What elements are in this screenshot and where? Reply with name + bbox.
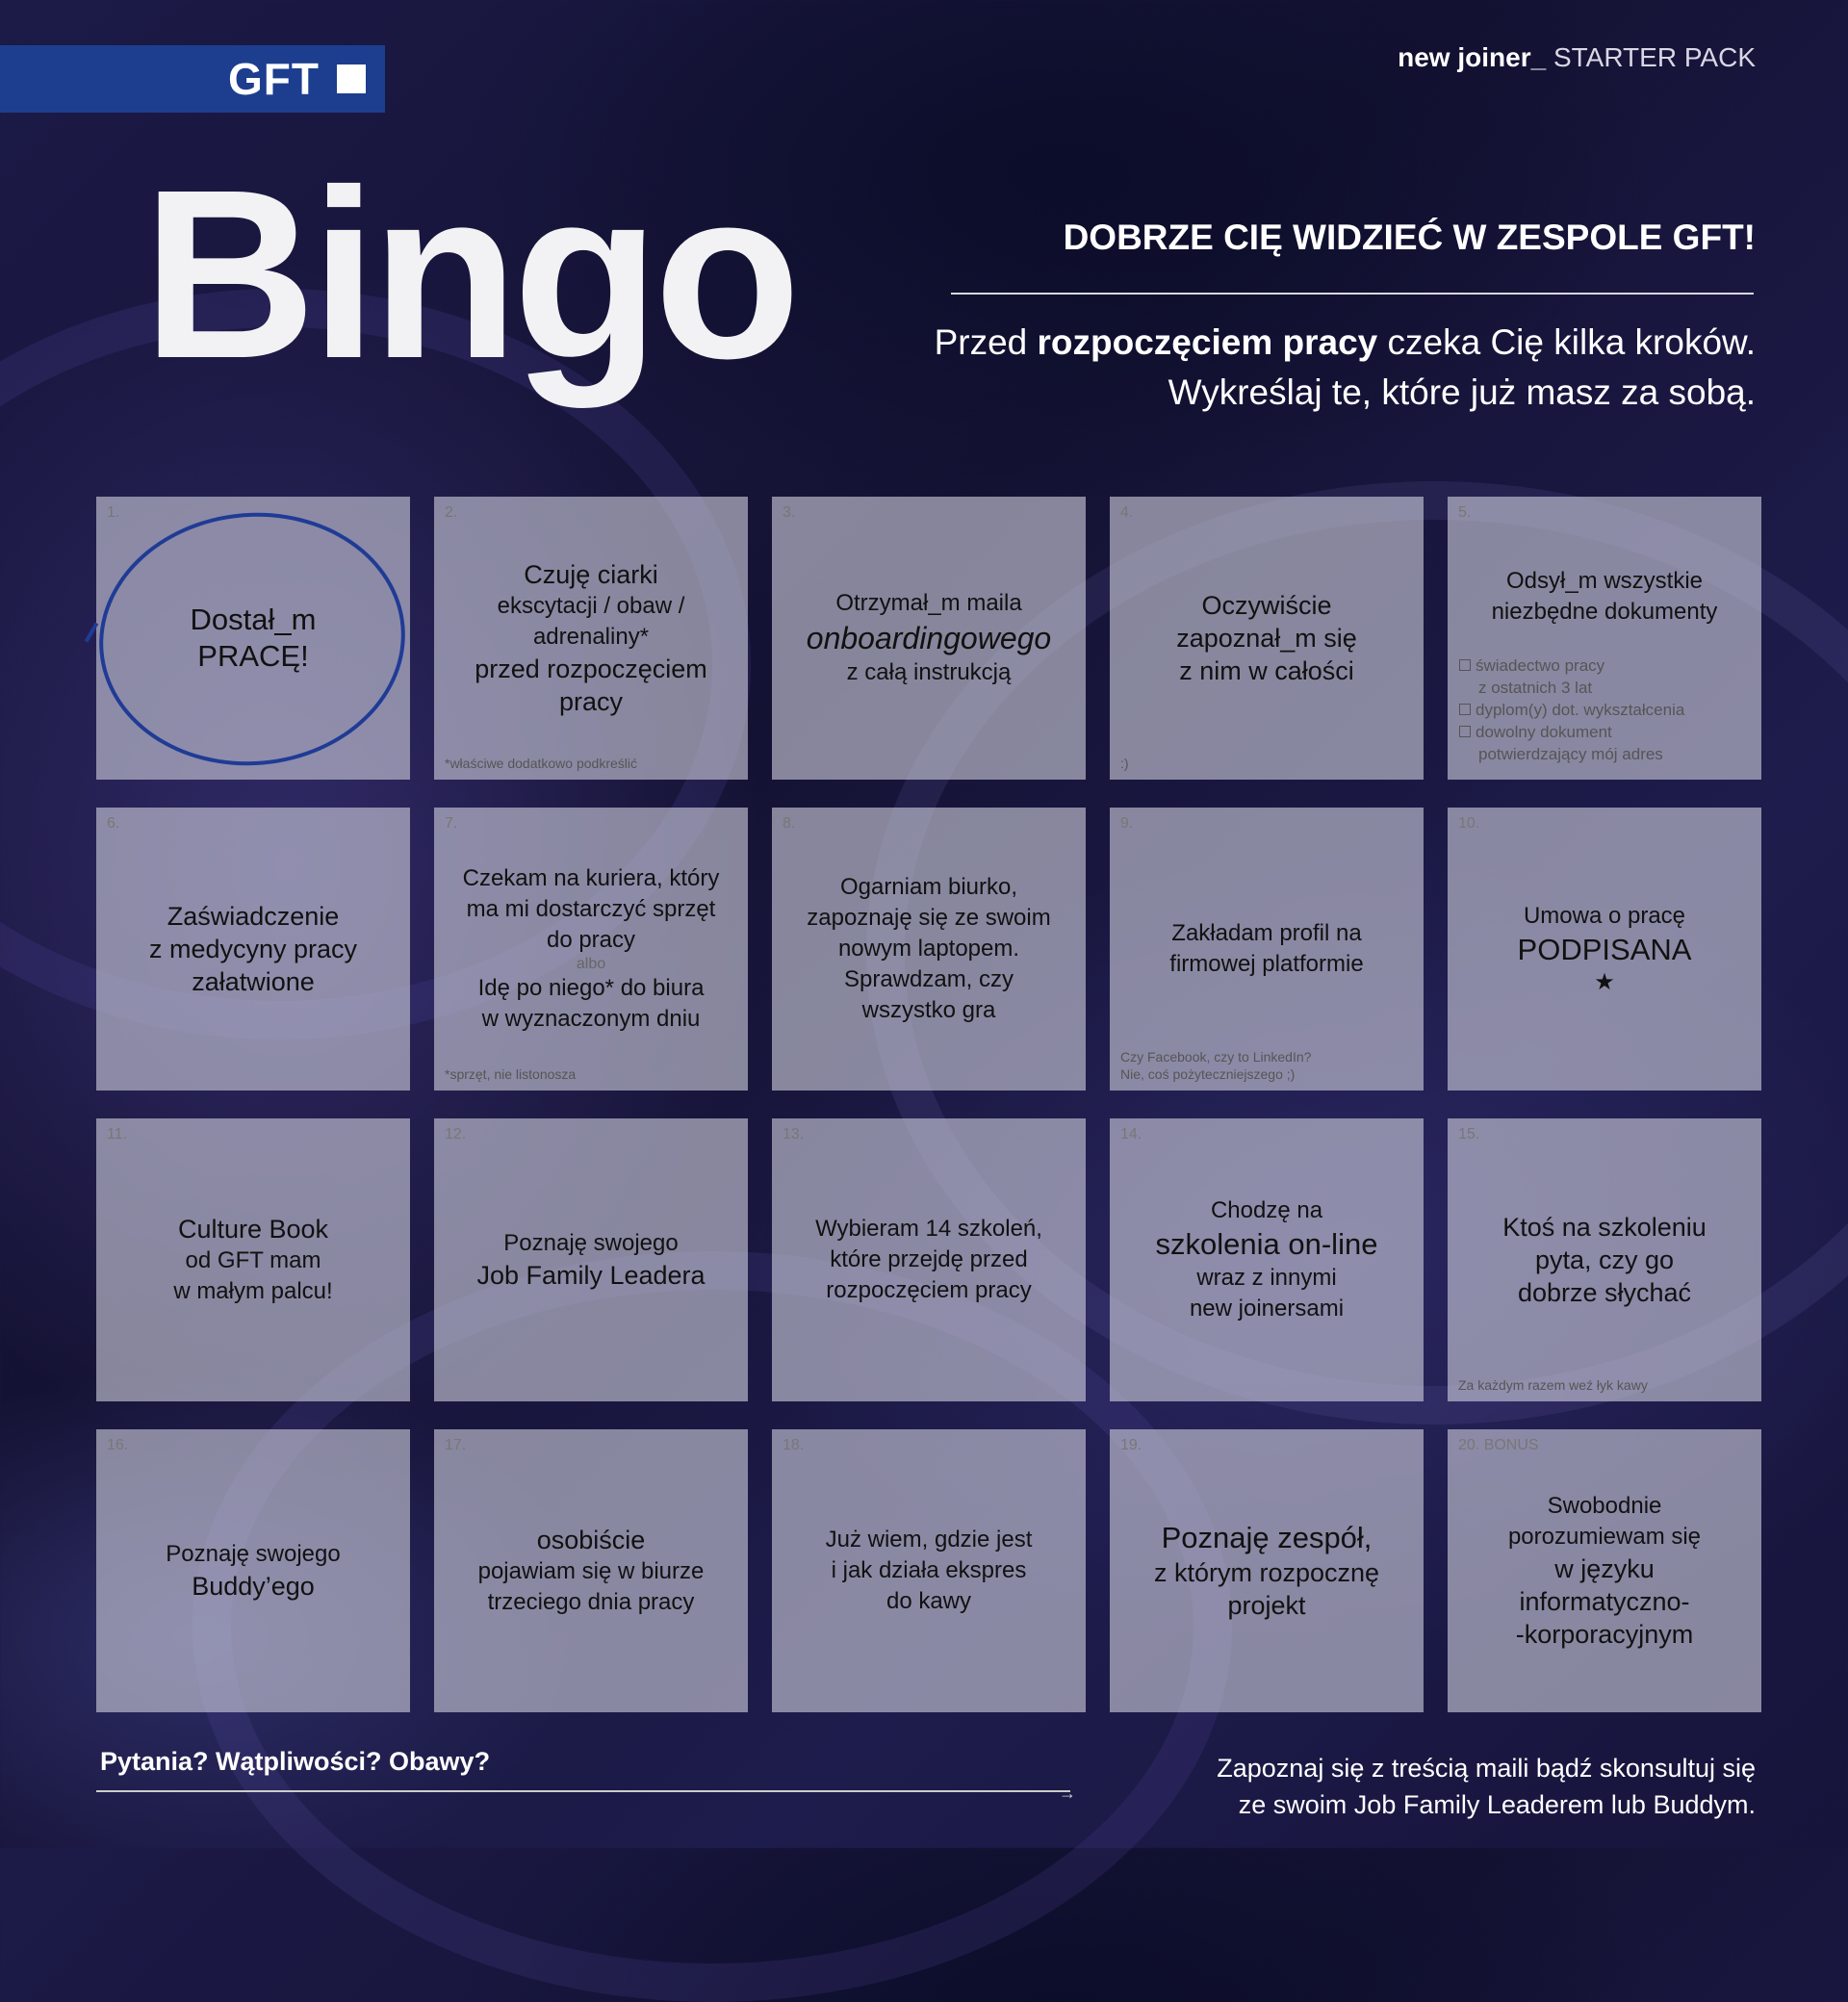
bingo-card-11[interactable] bbox=[96, 1118, 410, 1401]
bingo-card-8[interactable] bbox=[772, 808, 1086, 1091]
card-text: do pracy bbox=[546, 927, 636, 953]
checklist-item: świadectwo pracy bbox=[1476, 656, 1605, 675]
contact-line: ze swoim Job Family Leaderem lub Buddym. bbox=[1238, 1790, 1756, 1819]
card-number: 7. bbox=[445, 815, 458, 832]
card-text: onboardingowego bbox=[806, 621, 1052, 655]
bingo-card-12[interactable] bbox=[434, 1118, 748, 1401]
contact-line: Zapoznaj się z treścią maili bądź skonsultuj się bbox=[1217, 1754, 1756, 1783]
card-text: Swobodnie bbox=[1547, 1493, 1662, 1519]
card-text: wraz z innymi bbox=[1196, 1265, 1337, 1291]
card-text: pyta, czy go bbox=[1534, 1245, 1675, 1274]
gft-logo bbox=[0, 45, 385, 113]
card-text: zapoznał_m się bbox=[1176, 624, 1357, 653]
card-text: w małym palcu! bbox=[173, 1278, 333, 1304]
bingo-card-13[interactable] bbox=[772, 1118, 1086, 1401]
card-text: Idę po niego* do biura bbox=[477, 975, 705, 1001]
card-number: 5. bbox=[1458, 504, 1472, 521]
card-text: Buddy’ego bbox=[192, 1572, 315, 1601]
card-text: przed rozpoczęciem bbox=[475, 654, 707, 683]
starter-pack-label bbox=[1398, 42, 1756, 73]
checklist-item: z ostatnich 3 lat bbox=[1478, 679, 1593, 697]
card-text: new joinersami bbox=[1189, 1296, 1345, 1322]
card-number: 1. bbox=[107, 504, 120, 521]
card-number: 6. bbox=[107, 815, 120, 832]
card-footnote: :) bbox=[1120, 756, 1129, 771]
contact-info bbox=[986, 1750, 1756, 1823]
card-text: zapoznaję się ze swoim bbox=[807, 905, 1051, 931]
card-text: Ktoś na szkoleniu bbox=[1502, 1213, 1707, 1242]
card-text: rozpoczęciem pracy bbox=[826, 1277, 1032, 1303]
card-text: Dostał_m bbox=[190, 603, 317, 636]
bingo-card-15[interactable] bbox=[1448, 1118, 1761, 1401]
card-number: 2. bbox=[445, 504, 458, 521]
headline: DOBRZE CIĘ WIDZIEĆ W ZESPOLE GFT! bbox=[1063, 218, 1756, 257]
card-text: ekscytacji / obaw / bbox=[497, 593, 685, 619]
card-text: Zakładam profil na bbox=[1171, 920, 1362, 946]
card-text: wszystko gra bbox=[861, 997, 996, 1023]
card-text: Już wiem, gdzie jest bbox=[825, 1527, 1033, 1553]
card-number: 18. bbox=[783, 1437, 805, 1453]
card-text: trzeciego dnia pracy bbox=[487, 1589, 695, 1615]
card-text: Ogarniam biurko, bbox=[839, 874, 1018, 900]
bingo-card-18[interactable] bbox=[772, 1429, 1086, 1712]
card-text: załatwione bbox=[192, 967, 315, 996]
card-number: 12. bbox=[445, 1126, 467, 1142]
card-text: Poznaję swojego bbox=[503, 1230, 679, 1256]
card-text: pracy bbox=[558, 687, 624, 716]
card-number: 4. bbox=[1120, 504, 1134, 521]
card-footnote: *sprzęt, nie listonosza bbox=[445, 1066, 577, 1082]
card-text: Culture Book bbox=[177, 1215, 329, 1244]
footnote-line: Nie, coś pożyteczniejszego ;) bbox=[1120, 1066, 1296, 1082]
logo-text: GFT bbox=[228, 54, 320, 104]
card-text: w wyznaczonym dniu bbox=[481, 1006, 701, 1032]
card-text: niezbędne dokumenty bbox=[1491, 599, 1718, 625]
footnote-line: Czy Facebook, czy to LinkedIn? bbox=[1120, 1049, 1312, 1065]
card-footnote bbox=[1120, 1048, 1311, 1083]
card-text: Sprawdzam, czy bbox=[843, 966, 1014, 992]
card-number: 11. bbox=[107, 1126, 128, 1142]
card-text: z całą instrukcją bbox=[846, 659, 1012, 685]
card-text: Poznaję zespół, bbox=[1161, 1521, 1373, 1554]
bingo-card-3[interactable] bbox=[772, 497, 1086, 780]
card-number: 9. bbox=[1120, 815, 1134, 832]
card-text: Umowa o pracę bbox=[1523, 903, 1686, 929]
card-number: 15. bbox=[1458, 1126, 1480, 1142]
card-number: 19. bbox=[1120, 1437, 1142, 1453]
card-text: do kawy bbox=[886, 1588, 972, 1614]
card-text: w języku bbox=[1554, 1554, 1655, 1583]
card-footnote: Za każdym razem weź łyk kawy bbox=[1458, 1377, 1648, 1393]
card-text: Job Family Leadera bbox=[476, 1261, 706, 1290]
logo-square-icon bbox=[337, 64, 366, 93]
card-text: ma mi dostarczyć sprzęt bbox=[466, 896, 716, 922]
card-text: PODPISANA bbox=[1517, 933, 1692, 966]
card-number: 8. bbox=[783, 815, 796, 832]
card-text: osobiście bbox=[536, 1526, 646, 1554]
checklist-item: dowolny dokument bbox=[1476, 723, 1612, 741]
card-text: Czekam na kuriera, który bbox=[462, 865, 720, 891]
bingo-card-16[interactable] bbox=[96, 1429, 410, 1712]
card-text: Chodzę na bbox=[1210, 1197, 1323, 1223]
card-text: nowym laptopem. bbox=[837, 936, 1020, 962]
bingo-card-6[interactable] bbox=[96, 808, 410, 1091]
card-text: Odsył_m wszystkie bbox=[1505, 568, 1704, 594]
card-text: z medycyny pracy bbox=[148, 935, 358, 963]
card-text: z nim w całości bbox=[1179, 656, 1354, 685]
card-text: PRACĘ! bbox=[197, 639, 309, 673]
divider-arrow-line bbox=[96, 1790, 1070, 1792]
arrow-right-icon: → bbox=[1059, 1784, 1076, 1803]
card-text: Czuję ciarki bbox=[524, 560, 658, 589]
intro-bold: rozpoczęciem pracy bbox=[1037, 322, 1378, 362]
card-text: z którym rozpocznę bbox=[1153, 1558, 1380, 1587]
bingo-card-9[interactable] bbox=[1110, 808, 1424, 1091]
bingo-card-5[interactable] bbox=[1448, 497, 1761, 780]
bingo-card-19[interactable] bbox=[1110, 1429, 1424, 1712]
card-text: które przejdę przed bbox=[830, 1246, 1028, 1272]
divider bbox=[951, 293, 1754, 295]
card-footnote: *właściwe dodatkowo podkreślić bbox=[445, 756, 637, 771]
intro-part2: czeka Cię kilka kroków. Wykreślaj te, które już masz za sobą. bbox=[1168, 322, 1756, 412]
bingo-card-17[interactable] bbox=[434, 1429, 748, 1712]
card-text: i jak działa ekspres bbox=[831, 1557, 1027, 1583]
bingo-card-20-bonus[interactable] bbox=[1448, 1429, 1761, 1712]
bingo-card-10[interactable] bbox=[1448, 808, 1761, 1091]
star-icon: ★ bbox=[1594, 969, 1615, 995]
card-text: Poznaję swojego bbox=[166, 1541, 341, 1567]
checklist-item: dyplom(y) dot. wykształcenia bbox=[1476, 701, 1685, 719]
card-number: 13. bbox=[783, 1126, 805, 1142]
card-text: Otrzymał_m maila bbox=[835, 590, 1022, 616]
card-text: projekt bbox=[1227, 1591, 1306, 1620]
intro-part1: Przed bbox=[934, 322, 1038, 362]
card-text: adrenaliny* bbox=[532, 624, 650, 650]
card-text: informatyczno- bbox=[1519, 1587, 1690, 1616]
intro-text bbox=[841, 318, 1756, 418]
card-text: albo bbox=[576, 956, 606, 972]
card-text: porozumiewam się bbox=[1507, 1524, 1702, 1550]
card-number: 16. bbox=[107, 1437, 129, 1453]
bingo-card-14[interactable] bbox=[1110, 1118, 1424, 1401]
bingo-card-4[interactable] bbox=[1110, 497, 1424, 780]
card-text: Wybieram 14 szkoleń, bbox=[815, 1216, 1042, 1242]
card-text: pojawiam się w biurze bbox=[477, 1558, 705, 1584]
bingo-card-7[interactable] bbox=[434, 808, 748, 1091]
card-text: -korporacyjnym bbox=[1515, 1620, 1694, 1649]
card-number: 14. bbox=[1120, 1126, 1142, 1142]
checkbox-icon[interactable] bbox=[1459, 659, 1471, 671]
checklist-item: potwierdzający mój adres bbox=[1478, 745, 1663, 763]
card-text: od GFT mam bbox=[185, 1247, 321, 1273]
card-text: Zaświadczenie bbox=[167, 902, 340, 931]
card-number: 10. bbox=[1458, 815, 1480, 832]
card-number: 17. bbox=[445, 1437, 467, 1453]
card-text: szkolenia on-line bbox=[1155, 1227, 1378, 1261]
starter-pack-rest: STARTER PACK bbox=[1546, 42, 1756, 72]
card-text: dobrze słychać bbox=[1517, 1278, 1692, 1307]
page-title: Bingo bbox=[142, 140, 796, 408]
card-text: Oczywiście bbox=[1201, 591, 1332, 620]
starter-pack-bold: new joiner_ bbox=[1398, 42, 1547, 72]
checkbox-icon[interactable] bbox=[1459, 704, 1471, 715]
card-number: 20. BONUS bbox=[1458, 1437, 1539, 1453]
bingo-card-2[interactable] bbox=[434, 497, 748, 780]
document-checklist bbox=[1459, 654, 1754, 765]
card-text: firmowej platformie bbox=[1169, 951, 1364, 977]
questions-heading: Pytania? Wątpliwości? Obawy? bbox=[100, 1747, 491, 1776]
card-number: 3. bbox=[783, 504, 796, 521]
checkbox-icon[interactable] bbox=[1459, 726, 1471, 737]
